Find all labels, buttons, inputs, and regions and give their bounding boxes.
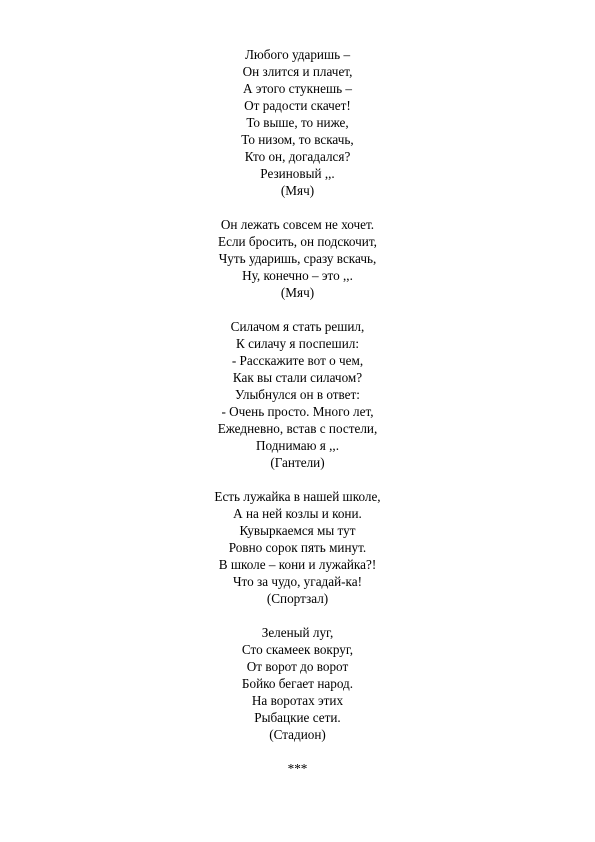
riddle-line: Чуть ударишь, сразу вскачь,: [218, 251, 377, 266]
riddle-answer: (Стадион): [269, 727, 326, 742]
riddle-line: А этого стукнешь –: [242, 81, 353, 96]
riddle-line: От радости скачет!: [244, 98, 351, 113]
riddle-line: В школе – кони и лужайка?!: [218, 557, 377, 572]
riddle-line: Сто скамеек вокруг,: [241, 642, 354, 657]
riddle-line: А на ней козлы и кони.: [233, 506, 362, 521]
riddle-line: То выше, то ниже,: [246, 115, 349, 130]
riddle-line: Рыбацкие сети.: [254, 710, 341, 725]
riddle-line: Если бросить, он подскочит,: [218, 234, 377, 249]
riddle-line: - Очень просто. Много лет,: [221, 404, 374, 419]
riddle-line: Что за чудо, угадай-ка!: [232, 574, 363, 589]
riddle-line: Любого ударишь –: [244, 47, 351, 62]
riddle-line: Как вы стали силачом?: [232, 370, 363, 385]
riddle-line: Кувыркаемся мы тут: [239, 523, 356, 538]
riddle-line: Он злится и плачет,: [242, 64, 353, 79]
riddle-line: Ну, конечно – это ,,.: [242, 268, 353, 283]
riddle-line: Кто он, догадался?: [244, 149, 351, 164]
riddle-line: Ровно сорок пять минут.: [228, 540, 367, 555]
riddle-line: К силачу я поспешил:: [236, 336, 359, 351]
riddle-line: Поднимаю я ,,.: [255, 438, 340, 453]
riddle-line: Он лежать совсем не хочет.: [220, 217, 375, 232]
riddle-stanza: [0, 46, 595, 199]
riddle-line: - Расскажите вот о чем,: [231, 353, 364, 368]
riddle-line: Ежедневно, встав с постели,: [217, 421, 378, 436]
riddle-line: Улыбнулся он в ответ:: [235, 387, 360, 402]
riddle-line: Силачом я стать решил,: [230, 319, 365, 334]
riddle-stanza: [0, 488, 595, 607]
riddle-stanza: [0, 624, 595, 743]
riddle-answer: (Гантели): [270, 455, 325, 470]
riddle-stanza: [0, 318, 595, 471]
riddle-answer: (Мяч): [280, 285, 315, 300]
riddle-line: Бойко бегает народ.: [241, 676, 354, 691]
riddle-line: То низом, то вскачь,: [241, 132, 354, 147]
riddle-line: Есть лужайка в нашей школе,: [214, 489, 381, 504]
riddle-line: Резиновый ,,.: [260, 166, 335, 181]
section-separator: ***: [287, 761, 308, 776]
riddle-line: От ворот до ворот: [246, 659, 349, 674]
riddle-line: Зеленый луг,: [261, 625, 334, 640]
riddle-stanza: [0, 216, 595, 301]
riddle-answer: (Мяч): [280, 183, 315, 198]
document-page: [0, 46, 595, 777]
riddle-answer: (Спортзал): [266, 591, 329, 606]
riddle-line: На воротах этих: [251, 693, 344, 708]
